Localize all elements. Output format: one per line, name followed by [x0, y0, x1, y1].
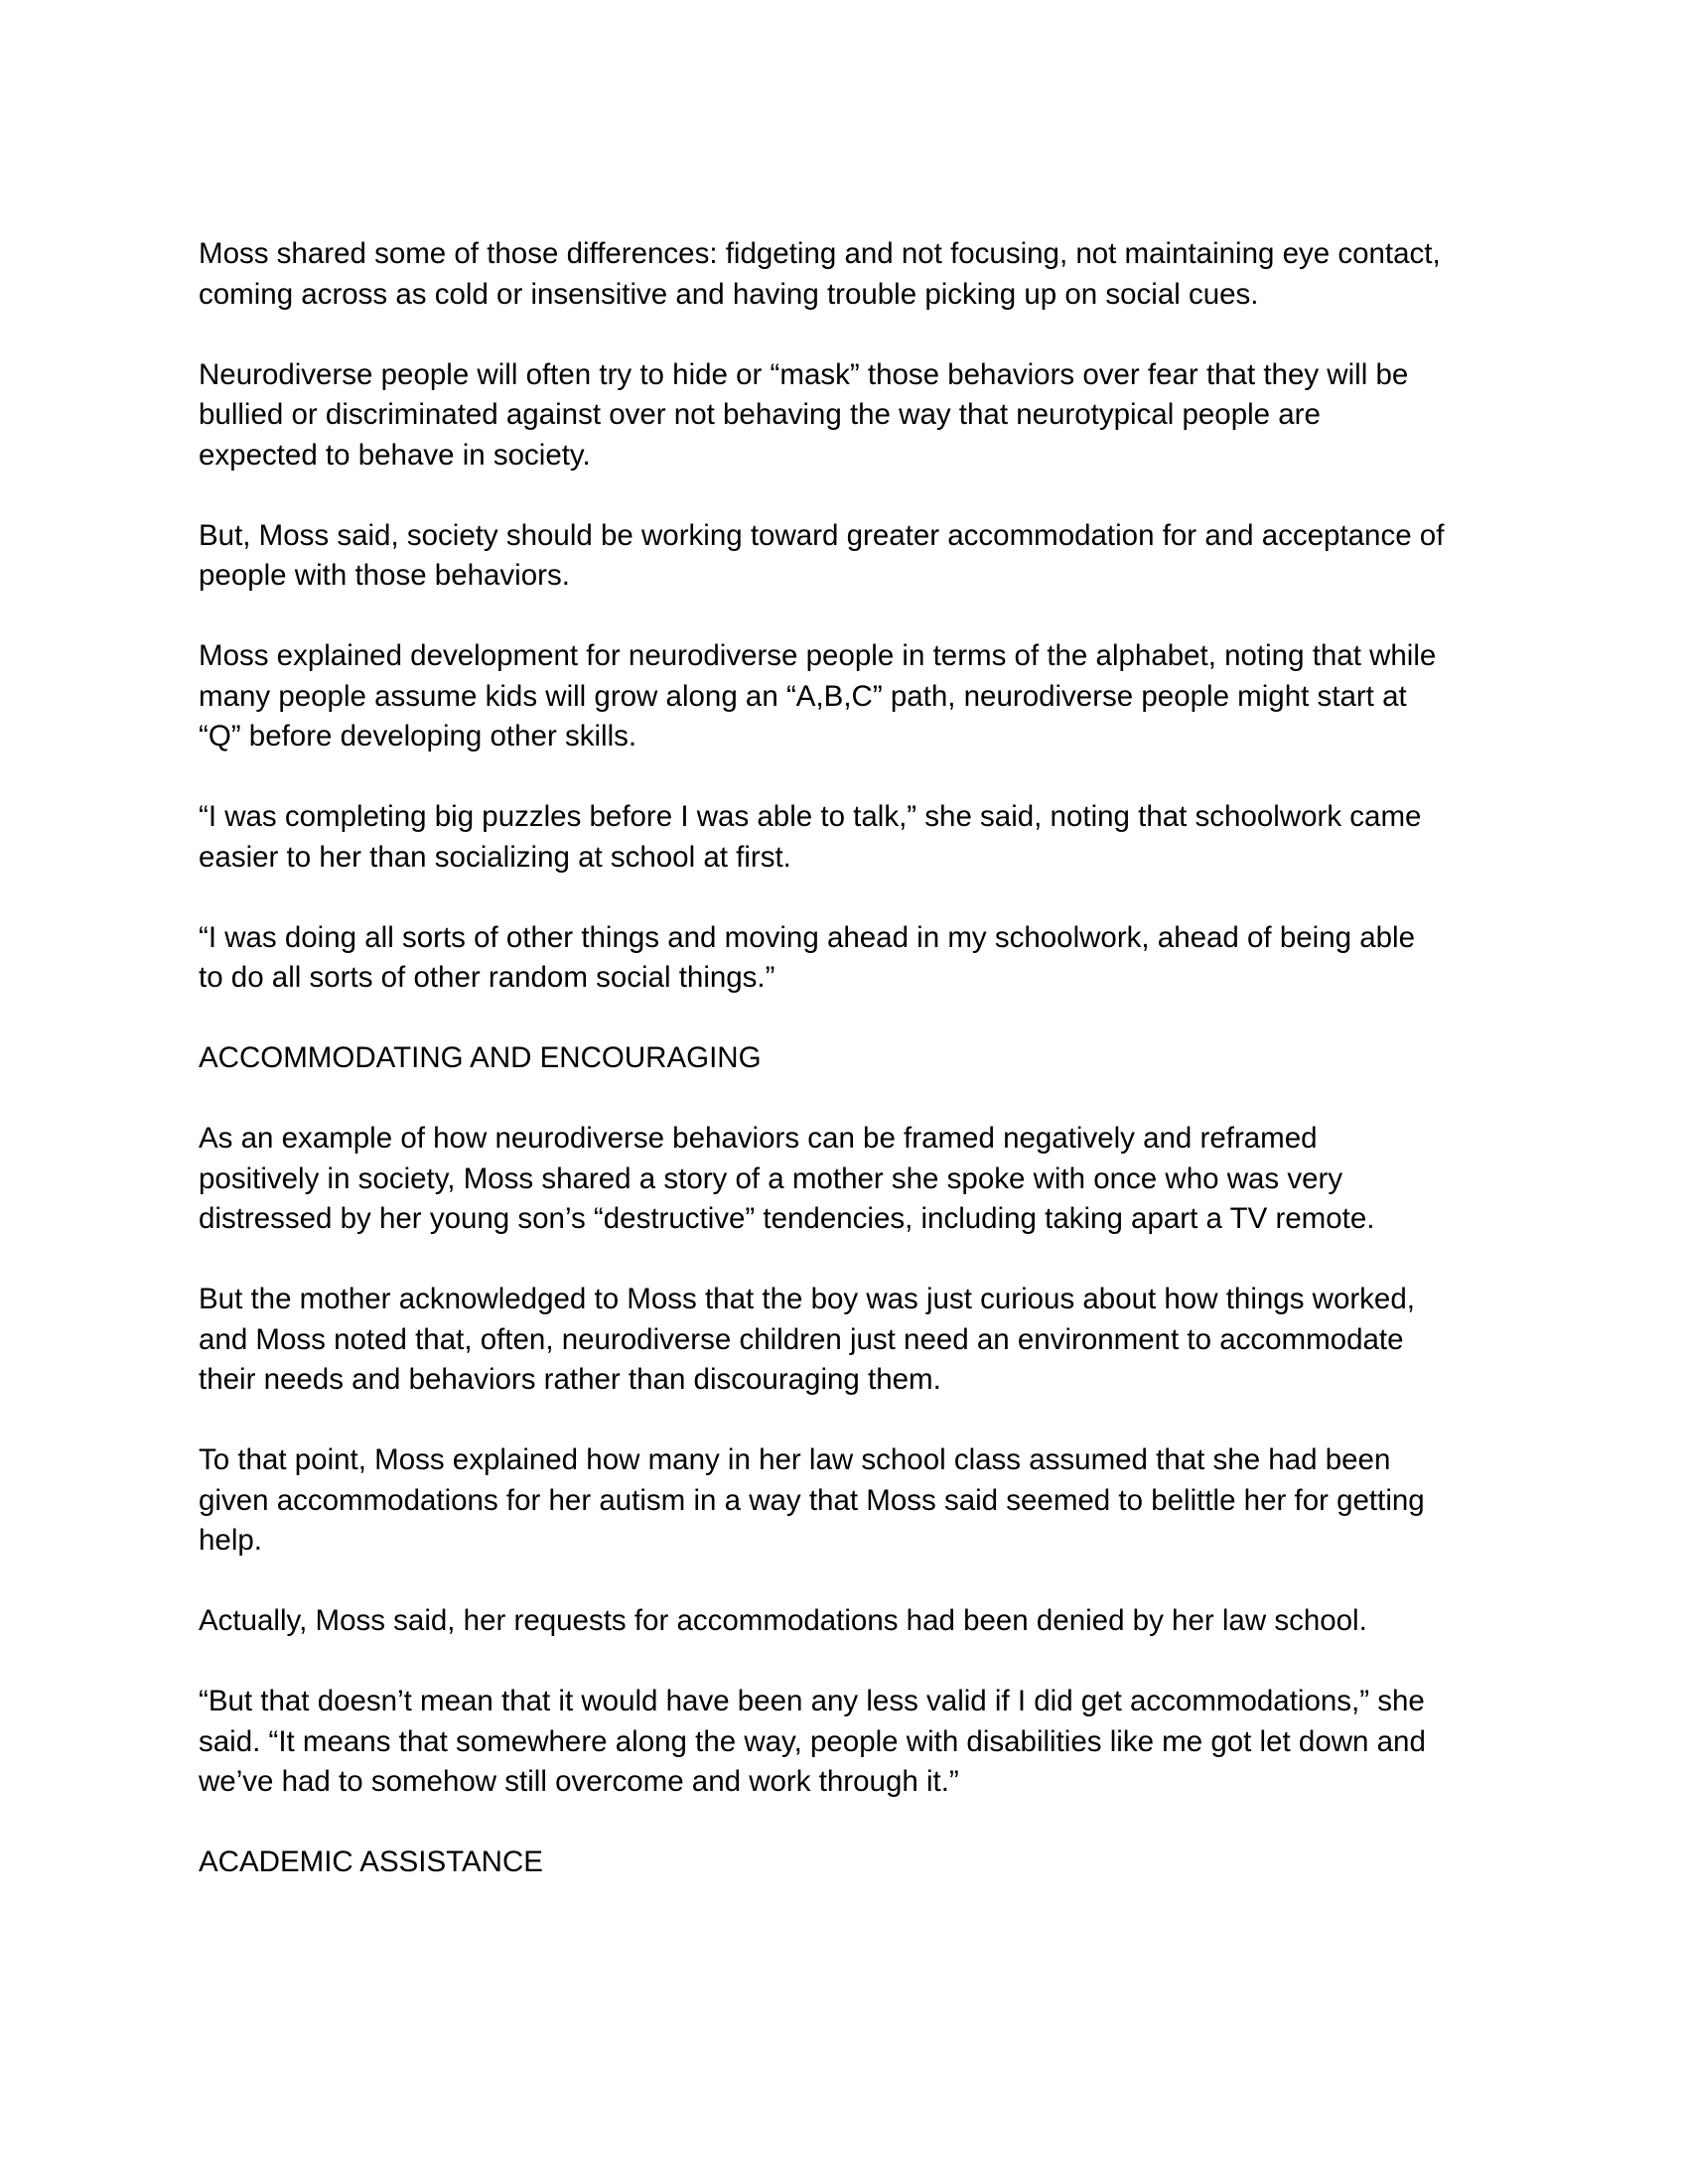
text-line: people with those behaviors.: [199, 559, 570, 592]
text-line: Moss shared some of those differences: fidgeting and not focusing, not maintaining eye contact,: [199, 237, 1441, 270]
text-line: “I was doing all sorts of other things and moving ahead in my schoolwork, ahead of being able: [199, 920, 1415, 954]
text-line: given accommodations for her autism in a way that Moss said seemed to belittle her for getting: [199, 1483, 1425, 1517]
paragraph-mother-story: [199, 1119, 1509, 1240]
text-line: Neurodiverse people will often try to hide or “mask” those behaviors over fear that they will be: [199, 357, 1409, 391]
paragraph-alphabet: [199, 636, 1509, 757]
text-line: and Moss noted that, often, neurodiverse children just need an environment to accommodate: [199, 1322, 1404, 1356]
text-line: As an example of how neurodiverse behaviors can be framed negatively and reframed: [199, 1122, 1318, 1155]
paragraph-denied: [199, 1601, 1509, 1642]
text-line: “Q” before developing other skills.: [199, 720, 637, 752]
paragraph-law-school: [199, 1440, 1509, 1562]
paragraph-masking: [199, 355, 1509, 477]
text-line: Actually, Moss said, her requests for accommodations had been denied by her law school.: [199, 1604, 1367, 1637]
text-line: To that point, Moss explained how many in her law school class assumed that she had been: [199, 1443, 1391, 1476]
text-line: distressed by her young son’s “destructive” tendencies, including taking apart a TV remote.: [199, 1202, 1375, 1235]
text-line: “I was completing big puzzles before I was able to talk,” she said, noting that schoolwork came: [199, 800, 1422, 833]
text-line: bullied or discriminated against over not behaving the way that neurotypical people are: [199, 398, 1321, 431]
section-heading-accommodating: [199, 1038, 1509, 1079]
paragraph-schoolwork-quote: [199, 918, 1509, 999]
text-line: said. “It means that somewhere along the way, people with disabilities like me got let down and: [199, 1724, 1426, 1758]
text-line: we’ve had to somehow still overcome and work through it.”: [199, 1765, 959, 1798]
text-line: ACADEMIC ASSISTANCE: [199, 1845, 543, 1878]
text-line: But, Moss said, society should be working toward greater accommodation for and acceptance of: [199, 518, 1445, 552]
text-line: many people assume kids will grow along an “A,B,C” path, neurodiverse people might start at: [199, 679, 1407, 713]
paragraph-valid-quote: [199, 1682, 1509, 1803]
document-body: [199, 234, 1509, 1923]
section-heading-academic: [199, 1843, 1509, 1883]
text-line: help.: [199, 1524, 262, 1557]
text-line: “But that doesn’t mean that it would have been any less valid if I did get accommodations,” she: [199, 1685, 1425, 1717]
text-line: expected to behave in society.: [199, 438, 591, 472]
text-line: ACCOMMODATING AND ENCOURAGING: [199, 1041, 762, 1074]
text-line: positively in society, Moss shared a story of a mother she spoke with once who was very: [199, 1161, 1343, 1195]
text-line: their needs and behaviors rather than discouraging them.: [199, 1363, 941, 1396]
paragraph-puzzles-quote: [199, 797, 1509, 878]
text-line: easier to her than socializing at school at first.: [199, 840, 791, 874]
paragraph-differences: [199, 234, 1509, 315]
paragraph-curious-boy: [199, 1280, 1509, 1401]
text-line: to do all sorts of other random social things.”: [199, 961, 775, 994]
text-line: Moss explained development for neurodiverse people in terms of the alphabet, noting that while: [199, 639, 1437, 672]
text-line: But the mother acknowledged to Moss that the boy was just curious about how things worked,: [199, 1283, 1415, 1315]
paragraph-acceptance: [199, 516, 1509, 597]
text-line: coming across as cold or insensitive and having trouble picking up on social cues.: [199, 277, 1259, 311]
